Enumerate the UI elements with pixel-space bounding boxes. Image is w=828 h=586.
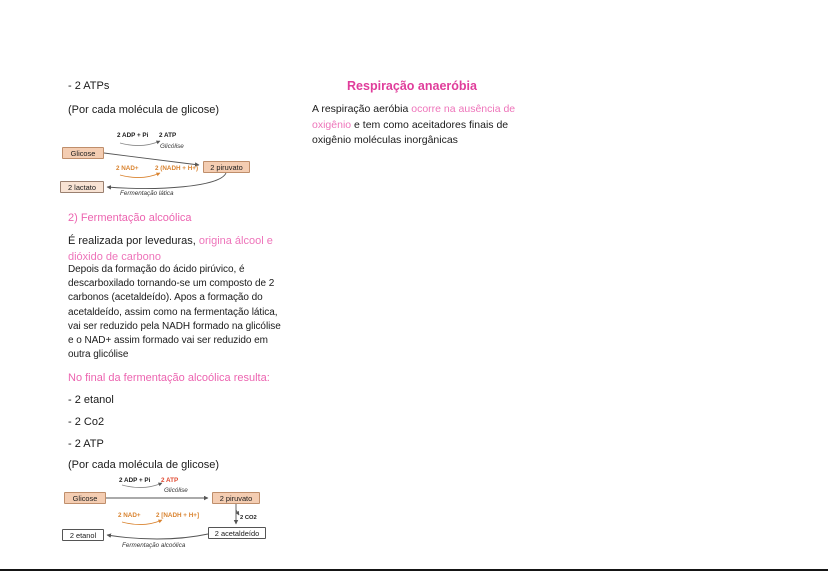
reduction-arrow: [107, 534, 208, 539]
nadh-label: 2 [NADH + H+]: [156, 512, 200, 519]
nad-coupling-arrow: [122, 520, 162, 525]
line1-pink-part: ocorre na ausência de: [411, 103, 516, 115]
yeast-line-pink-part: origina álcool e: [195, 235, 273, 247]
nad-label: 2 NAD+: [116, 165, 139, 172]
yeast-line-2: dióxido de carbono: [68, 251, 161, 263]
alcoholic-fermentation-diagram: [58, 473, 273, 551]
yeast-line-black-part: É realizada por leveduras,: [68, 235, 196, 247]
atp-label: 2 ATP: [159, 132, 177, 139]
per-glucose-note-2: (Por cada molécula de glicose): [68, 459, 220, 471]
co2-label: 2 CO2: [240, 515, 257, 521]
per-glucose-note-1: (Por cada molécula de glicose): [68, 104, 220, 116]
glucose-box: Glicose: [62, 147, 104, 159]
lactic-diagram-caption: Fermentação lática: [120, 190, 174, 197]
anaerobic-paragraph-line-3: [312, 134, 458, 146]
alcoholic-diagram-caption: Fermentação alcoólica: [122, 542, 186, 549]
glycolysis-label: Glicólise: [160, 143, 184, 150]
lactic-fermentation-diagram: [58, 131, 263, 203]
anaerobic-respiration-title: Respiração anaeróbia: [347, 79, 477, 93]
result-heading: No final da fermentação alcoólica resulta:: [68, 372, 270, 384]
page-bottom-border: [0, 569, 828, 571]
atp-coupling-arrow: [120, 141, 160, 146]
line1-black-part: A respiração aeróbia: [312, 103, 412, 115]
pyruvate-box: 2 piruvato: [203, 161, 250, 173]
acetaldehyde-paragraph: Depois da formação do ácido pirúvico, é descarboxilado tornando-se um composto de 2 carbonos (acetaldeído). Apos a formação do acetaldeído, assim como na fermentação lática, vai ser reduzido pela NADH formado na glicólise e o NAD+ assim formado vai ser reduzido em outra glicólise: [68, 264, 281, 361]
nadh-label: 2 (NADH + H+): [155, 165, 199, 172]
lactate-box: 2 lactato: [60, 181, 104, 193]
line3-black-part: oxigênio moléculas inorgânicas: [312, 134, 458, 146]
line2-pink-part: oxigênio: [312, 118, 352, 131]
atp-label: 2 ATP: [161, 477, 179, 484]
acetaldehyde-box: 2 acetaldeído: [208, 527, 266, 539]
yeast-line-1: [68, 234, 273, 248]
pyruvate-box: 2 piruvato: [212, 492, 260, 504]
ethanol-box: 2 etanol: [62, 529, 104, 541]
result-item-atp: - 2 ATP: [68, 438, 104, 450]
adp-pi-label: 2 ADP + Pi: [117, 132, 149, 139]
reduction-arrow: [107, 173, 226, 188]
glycolysis-arrow: [104, 153, 199, 165]
glycolysis-label: Glicólise: [164, 487, 188, 494]
section-2-title: 2) Fermentação alcoólica: [68, 212, 192, 224]
atps-count-line: - 2 ATPs: [68, 80, 110, 92]
adp-pi-label: 2 ADP + Pi: [119, 477, 151, 484]
line2-black-part: e tem como aceitadores finais de: [351, 118, 509, 131]
anaerobic-paragraph-line-1: [312, 103, 515, 115]
anaerobic-paragraph-line-2: [312, 119, 508, 131]
result-item-co2: - 2 Co2: [68, 416, 105, 428]
result-item-ethanol: - 2 etanol: [68, 394, 114, 406]
glucose-box: Glicose: [64, 492, 106, 504]
nad-label: 2 NAD+: [118, 512, 141, 519]
nad-coupling-arrow: [120, 173, 160, 178]
